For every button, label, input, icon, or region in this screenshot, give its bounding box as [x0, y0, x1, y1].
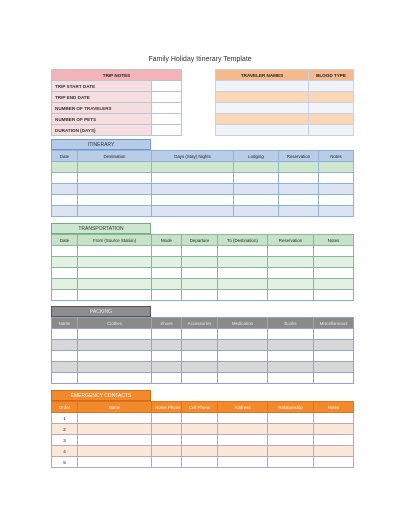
- transport-cell[interactable]: [152, 257, 182, 268]
- transport-cell[interactable]: [152, 290, 182, 301]
- packing-cell[interactable]: [314, 329, 354, 340]
- packing-cell[interactable]: [182, 362, 218, 373]
- transport-header-to: To (Destination): [218, 235, 268, 246]
- itinerary-cell[interactable]: [279, 162, 319, 173]
- transport-cell[interactable]: [268, 290, 314, 301]
- packing-cell[interactable]: [218, 329, 268, 340]
- itinerary-cell[interactable]: [152, 173, 234, 184]
- itinerary-cell[interactable]: [279, 206, 319, 217]
- emergency-contacts-table: [51, 401, 354, 468]
- transport-cell[interactable]: [78, 279, 152, 290]
- itinerary-cell[interactable]: [319, 162, 354, 173]
- blood-type-cell[interactable]: [309, 81, 354, 92]
- transport-cell[interactable]: [182, 257, 218, 268]
- number-of-travelers-value[interactable]: [152, 103, 182, 114]
- transport-cell[interactable]: [152, 246, 182, 257]
- transport-cell[interactable]: [314, 290, 354, 301]
- itinerary-header-days-nights: Days (Stay) Nights: [152, 151, 234, 162]
- transport-cell[interactable]: [78, 246, 152, 257]
- emergency-order: 4: [52, 446, 78, 457]
- emergency-cell[interactable]: [152, 446, 182, 457]
- emergency-order: 1: [52, 413, 78, 424]
- packing-table: [51, 317, 354, 384]
- transport-cell[interactable]: [182, 246, 218, 257]
- emergency-cell[interactable]: [182, 446, 218, 457]
- transport-header-notes: Notes: [314, 235, 354, 246]
- emergency-cell[interactable]: [78, 424, 152, 435]
- emergency-cell[interactable]: [268, 424, 314, 435]
- packing-cell[interactable]: [52, 351, 78, 362]
- itinerary-header-lodging: Lodging: [234, 151, 279, 162]
- itinerary-header-date: Date: [52, 151, 78, 162]
- blood-type-header: BLOOD TYPE: [309, 70, 354, 81]
- transport-cell[interactable]: [268, 268, 314, 279]
- packing-cell[interactable]: [182, 373, 218, 384]
- packing-cell[interactable]: [78, 351, 152, 362]
- itinerary-cell[interactable]: [152, 162, 234, 173]
- emergency-cell[interactable]: [218, 435, 268, 446]
- number-of-travelers-label: NUMBER OF TRAVELERS: [52, 103, 152, 114]
- packing-header-medication: Medication: [218, 318, 268, 329]
- itinerary-cell[interactable]: [319, 173, 354, 184]
- itinerary-banner: ITINERARY: [51, 139, 151, 150]
- transport-header-mode: Mode: [152, 235, 182, 246]
- emergency-header-relationship: Relationship: [268, 402, 314, 413]
- emergency-cell[interactable]: [218, 424, 268, 435]
- emergency-cell[interactable]: [182, 424, 218, 435]
- itinerary-cell[interactable]: [152, 184, 234, 195]
- packing-cell[interactable]: [268, 329, 314, 340]
- packing-cell[interactable]: [152, 362, 182, 373]
- trip-notes-header: TRIP NOTES: [52, 70, 182, 81]
- transport-cell[interactable]: [182, 268, 218, 279]
- emergency-cell[interactable]: [78, 446, 152, 457]
- transport-cell[interactable]: [314, 246, 354, 257]
- packing-cell[interactable]: [152, 329, 182, 340]
- traveler-name-cell[interactable]: [216, 114, 309, 125]
- packing-header-clothes: Clothes: [78, 318, 152, 329]
- transport-cell[interactable]: [52, 279, 78, 290]
- number-of-pets-value[interactable]: [152, 114, 182, 125]
- emergency-cell[interactable]: [268, 446, 314, 457]
- itinerary-header-reservation: Reservation: [279, 151, 319, 162]
- itinerary-cell[interactable]: [279, 184, 319, 195]
- emergency-header-home-phone: Home Phone: [152, 402, 182, 413]
- transport-header-reservation: Reservation: [268, 235, 314, 246]
- itinerary-cell[interactable]: [152, 206, 234, 217]
- transport-cell[interactable]: [182, 279, 218, 290]
- traveler-name-cell[interactable]: [216, 81, 309, 92]
- transport-cell[interactable]: [218, 290, 268, 301]
- transport-cell[interactable]: [152, 279, 182, 290]
- packing-cell[interactable]: [78, 329, 152, 340]
- itinerary-cell[interactable]: [279, 173, 319, 184]
- transport-header-from: From (Source Station): [78, 235, 152, 246]
- transport-cell[interactable]: [314, 279, 354, 290]
- itinerary-cell[interactable]: [234, 173, 279, 184]
- transport-cell[interactable]: [152, 268, 182, 279]
- packing-header-books: Books: [268, 318, 314, 329]
- packing-cell[interactable]: [314, 340, 354, 351]
- blood-type-cell[interactable]: [309, 125, 354, 136]
- packing-cell[interactable]: [152, 351, 182, 362]
- packing-cell[interactable]: [268, 340, 314, 351]
- emergency-cell[interactable]: [152, 457, 182, 468]
- itinerary-cell[interactable]: [52, 206, 78, 217]
- traveler-name-cell[interactable]: [216, 92, 309, 103]
- transport-cell[interactable]: [52, 268, 78, 279]
- emergency-cell[interactable]: [78, 413, 152, 424]
- transport-cell[interactable]: [218, 279, 268, 290]
- transport-cell[interactable]: [78, 290, 152, 301]
- traveler-names-header: TRAVELER NAMES: [216, 70, 309, 81]
- emergency-cell[interactable]: [314, 435, 354, 446]
- transportation-table: [51, 234, 354, 301]
- itinerary-cell[interactable]: [52, 195, 78, 206]
- emergency-cell[interactable]: [182, 413, 218, 424]
- packing-header-name: Name: [52, 318, 78, 329]
- duration-days-value[interactable]: [152, 125, 182, 136]
- traveler-name-cell[interactable]: [216, 103, 309, 114]
- transport-cell[interactable]: [52, 257, 78, 268]
- emergency-cell[interactable]: [218, 446, 268, 457]
- emergency-cell[interactable]: [152, 435, 182, 446]
- transport-cell[interactable]: [78, 257, 152, 268]
- transport-cell[interactable]: [218, 268, 268, 279]
- packing-header-miscellaneous: Miscellaneous: [314, 318, 354, 329]
- emergency-order: 5: [52, 457, 78, 468]
- transport-cell[interactable]: [182, 290, 218, 301]
- itinerary-cell[interactable]: [234, 184, 279, 195]
- itinerary-table: [51, 150, 354, 217]
- emergency-header-address: Address: [218, 402, 268, 413]
- packing-header-accessories: Accessories: [182, 318, 218, 329]
- emergency-order: 3: [52, 435, 78, 446]
- transport-cell[interactable]: [268, 279, 314, 290]
- packing-cell[interactable]: [314, 362, 354, 373]
- emergency-cell[interactable]: [314, 457, 354, 468]
- emergency-cell[interactable]: [268, 457, 314, 468]
- transport-header-date: Date: [52, 235, 78, 246]
- itinerary-cell[interactable]: [52, 173, 78, 184]
- transport-cell[interactable]: [52, 290, 78, 301]
- packing-cell[interactable]: [152, 340, 182, 351]
- packing-banner: PACKING: [51, 306, 151, 317]
- packing-cell[interactable]: [182, 351, 218, 362]
- packing-cell[interactable]: [52, 340, 78, 351]
- itinerary-cell[interactable]: [52, 162, 78, 173]
- transport-cell[interactable]: [218, 246, 268, 257]
- emergency-cell[interactable]: [182, 435, 218, 446]
- packing-cell[interactable]: [78, 362, 152, 373]
- trip-end-date-value[interactable]: [152, 92, 182, 103]
- transport-cell[interactable]: [314, 268, 354, 279]
- trip-start-date-value[interactable]: [152, 81, 182, 92]
- emergency-cell[interactable]: [268, 435, 314, 446]
- travelers-table: [215, 69, 354, 136]
- trip-notes-table: [51, 69, 182, 136]
- itinerary-cell[interactable]: [52, 184, 78, 195]
- emergency-cell[interactable]: [78, 457, 152, 468]
- itinerary-cell[interactable]: [319, 195, 354, 206]
- itinerary-cell[interactable]: [234, 195, 279, 206]
- emergency-header-cell-phone: Cell Phone: [182, 402, 218, 413]
- blood-type-cell[interactable]: [309, 92, 354, 103]
- itinerary-header-destination: Destination: [78, 151, 152, 162]
- transport-cell[interactable]: [218, 257, 268, 268]
- packing-cell[interactable]: [182, 340, 218, 351]
- duration-days-label: DURATION (DAYS): [52, 125, 152, 136]
- itinerary-cell[interactable]: [234, 206, 279, 217]
- itinerary-cell[interactable]: [78, 184, 152, 195]
- packing-cell[interactable]: [218, 362, 268, 373]
- packing-cell[interactable]: [52, 373, 78, 384]
- trip-start-date-label: TRIP START DATE: [52, 81, 152, 92]
- emergency-cell[interactable]: [268, 413, 314, 424]
- transport-cell[interactable]: [268, 246, 314, 257]
- emergency-cell[interactable]: [218, 413, 268, 424]
- itinerary-cell[interactable]: [319, 184, 354, 195]
- emergency-cell[interactable]: [218, 457, 268, 468]
- blood-type-cell[interactable]: [309, 114, 354, 125]
- transport-cell[interactable]: [314, 257, 354, 268]
- emergency-cell[interactable]: [314, 424, 354, 435]
- emergency-contacts-banner: EMERGENCY CONTACTS: [51, 390, 151, 401]
- emergency-header-notes: Notes: [314, 402, 354, 413]
- itinerary-cell[interactable]: [78, 206, 152, 217]
- packing-cell[interactable]: [268, 351, 314, 362]
- packing-cell[interactable]: [314, 351, 354, 362]
- emergency-cell[interactable]: [314, 413, 354, 424]
- packing-cell[interactable]: [78, 340, 152, 351]
- trip-end-date-label: TRIP END DATE: [52, 92, 152, 103]
- blood-type-cell[interactable]: [309, 103, 354, 114]
- transportation-banner: TRANSPORTATION: [51, 223, 151, 234]
- packing-cell[interactable]: [218, 351, 268, 362]
- number-of-pets-label: NUMBER OF PETS: [52, 114, 152, 125]
- packing-cell[interactable]: [218, 340, 268, 351]
- emergency-cell[interactable]: [314, 446, 354, 457]
- transport-cell[interactable]: [268, 257, 314, 268]
- emergency-cell[interactable]: [78, 435, 152, 446]
- traveler-name-cell[interactable]: [216, 125, 309, 136]
- packing-cell[interactable]: [218, 373, 268, 384]
- page-title: Family Holiday Itinerary Template: [148, 56, 252, 63]
- packing-cell[interactable]: [78, 373, 152, 384]
- emergency-cell[interactable]: [152, 424, 182, 435]
- packing-cell[interactable]: [268, 362, 314, 373]
- itinerary-cell[interactable]: [152, 195, 234, 206]
- packing-cell[interactable]: [268, 373, 314, 384]
- packing-cell[interactable]: [52, 362, 78, 373]
- emergency-order: 2: [52, 424, 78, 435]
- itinerary-cell[interactable]: [279, 195, 319, 206]
- itinerary-header-notes: Notes: [319, 151, 354, 162]
- transport-cell[interactable]: [52, 246, 78, 257]
- packing-cell[interactable]: [314, 373, 354, 384]
- packing-header-shoes: Shoes: [152, 318, 182, 329]
- packing-cell[interactable]: [182, 329, 218, 340]
- emergency-cell[interactable]: [152, 413, 182, 424]
- itinerary-cell[interactable]: [78, 173, 152, 184]
- emergency-header-order: Order: [52, 402, 78, 413]
- itinerary-cell[interactable]: [234, 162, 279, 173]
- itinerary-cell[interactable]: [319, 206, 354, 217]
- transport-header-departure: Departure: [182, 235, 218, 246]
- emergency-header-name: Name: [78, 402, 152, 413]
- itinerary-cell[interactable]: [78, 162, 152, 173]
- transport-cell[interactable]: [78, 268, 152, 279]
- itinerary-cell[interactable]: [78, 195, 152, 206]
- packing-cell[interactable]: [52, 329, 78, 340]
- packing-cell[interactable]: [152, 373, 182, 384]
- emergency-cell[interactable]: [182, 457, 218, 468]
